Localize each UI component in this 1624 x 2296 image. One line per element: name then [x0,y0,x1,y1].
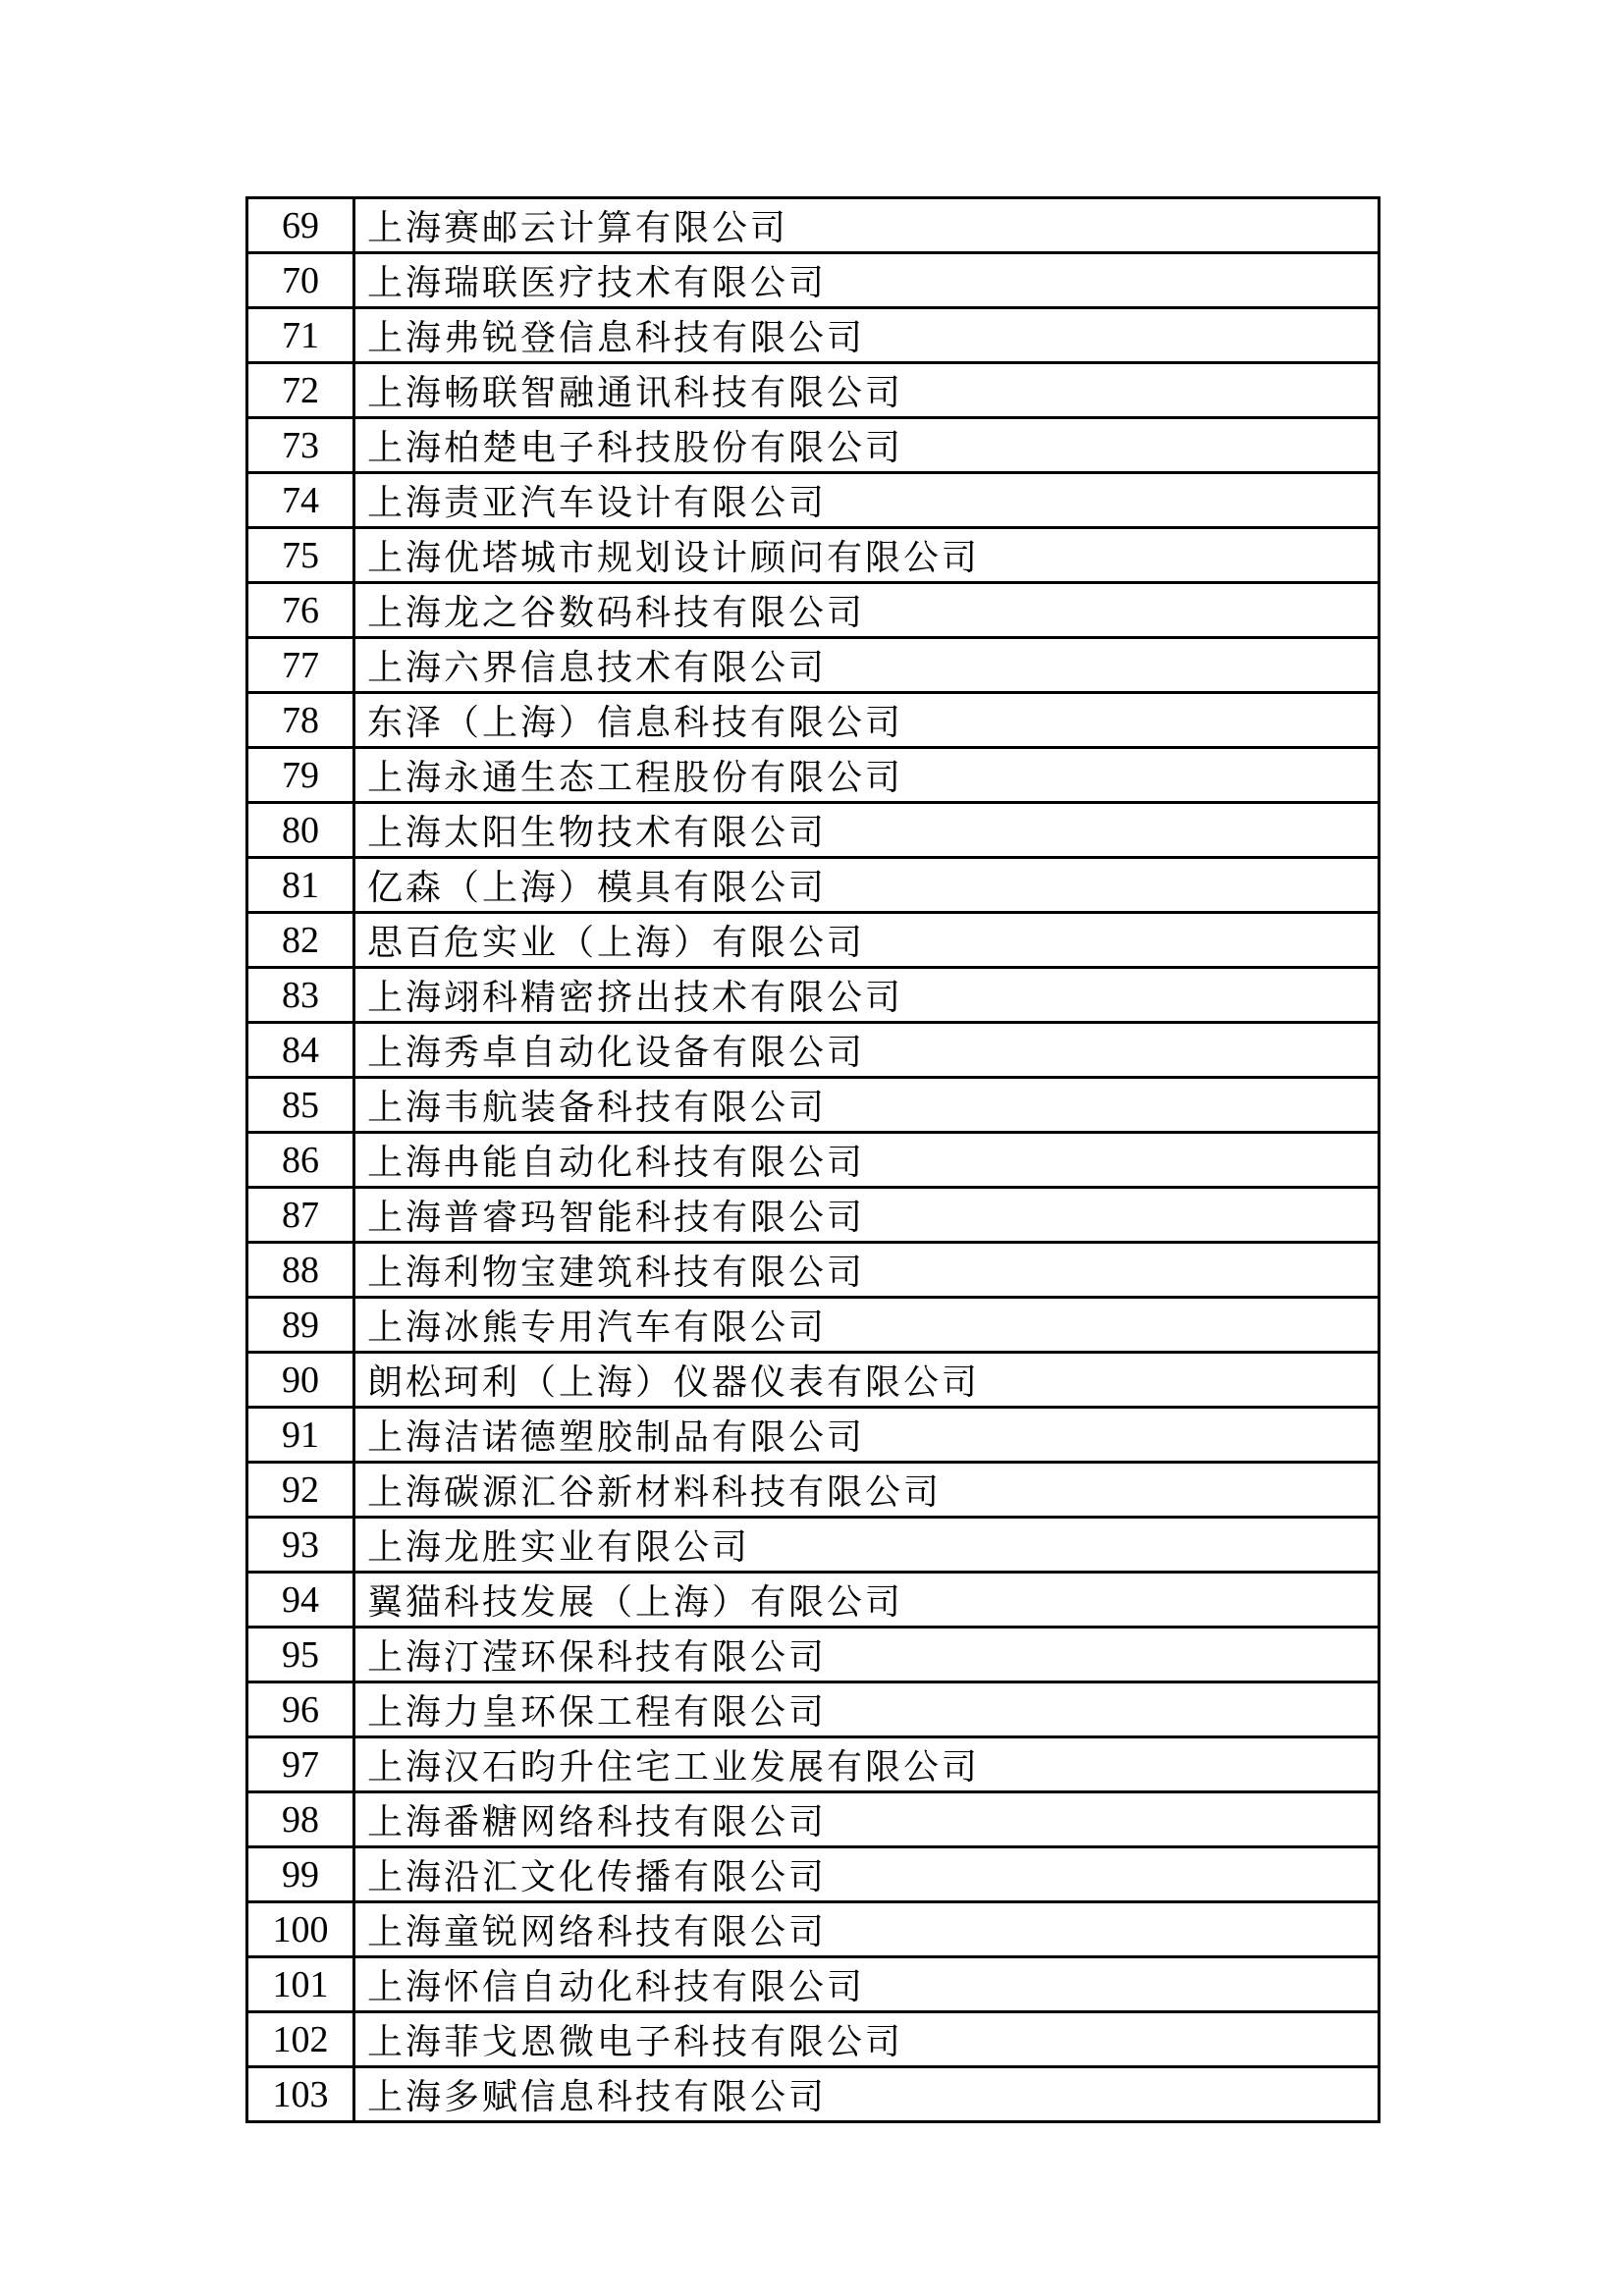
table-row [247,1298,1380,1353]
table-row [247,1243,1380,1298]
table-row [247,1078,1380,1133]
row-number: 86 [247,1133,354,1188]
table-row [247,1573,1380,1628]
company-name: 上海畅联智融通讯科技有限公司 [354,363,1380,418]
company-name: 上海力皇环保工程有限公司 [354,1682,1380,1737]
table-row [247,968,1380,1023]
row-number: 80 [247,803,354,858]
row-number: 70 [247,253,354,308]
table-row [247,253,1380,308]
row-number: 81 [247,858,354,913]
row-number: 76 [247,583,354,638]
row-number: 91 [247,1408,354,1463]
company-name: 上海六界信息技术有限公司 [354,638,1380,693]
company-name: 上海汀滢环保科技有限公司 [354,1628,1380,1682]
table-row [247,1188,1380,1243]
company-name: 上海汉石昀升住宅工业发展有限公司 [354,1737,1380,1792]
company-name: 思百危实业（上海）有限公司 [354,913,1380,968]
company-list-table [245,196,1380,2123]
company-name: 上海番糖网络科技有限公司 [354,1792,1380,1847]
company-name: 上海瑞联医疗技术有限公司 [354,253,1380,308]
row-number: 79 [247,748,354,803]
row-number: 73 [247,418,354,473]
row-number: 93 [247,1518,354,1573]
table-row [247,1902,1380,1957]
company-name: 上海碳源汇谷新材料科技有限公司 [354,1463,1380,1518]
table-row [247,528,1380,583]
company-name: 东泽（上海）信息科技有限公司 [354,693,1380,748]
table-row [247,1518,1380,1573]
table-row [247,1847,1380,1902]
table-row [247,473,1380,528]
table-row [247,1957,1380,2012]
row-number: 101 [247,1957,354,2012]
row-number: 98 [247,1792,354,1847]
row-number: 82 [247,913,354,968]
company-name: 上海永通生态工程股份有限公司 [354,748,1380,803]
row-number: 100 [247,1902,354,1957]
company-name: 上海龙之谷数码科技有限公司 [354,583,1380,638]
row-number: 89 [247,1298,354,1353]
row-number: 74 [247,473,354,528]
row-number: 95 [247,1628,354,1682]
row-number: 87 [247,1188,354,1243]
table-row [247,2012,1380,2067]
company-name: 上海责亚汽车设计有限公司 [354,473,1380,528]
row-number: 90 [247,1353,354,1408]
table-row [247,693,1380,748]
row-number: 69 [247,198,354,253]
company-name: 上海弗锐登信息科技有限公司 [354,308,1380,363]
table-row [247,858,1380,913]
company-name: 上海利物宝建筑科技有限公司 [354,1243,1380,1298]
row-number: 83 [247,968,354,1023]
row-number: 78 [247,693,354,748]
company-name: 上海韦航装备科技有限公司 [354,1078,1380,1133]
table-row [247,1408,1380,1463]
table-row [247,363,1380,418]
company-name: 上海秀卓自动化设备有限公司 [354,1023,1380,1078]
row-number: 96 [247,1682,354,1737]
table-row [247,418,1380,473]
table-row [247,1628,1380,1682]
company-name: 上海赛邮云计算有限公司 [354,198,1380,253]
row-number: 103 [247,2067,354,2122]
table-row [247,1463,1380,1518]
row-number: 94 [247,1573,354,1628]
company-table-body [247,198,1380,2122]
table-row [247,638,1380,693]
company-name: 上海童锐网络科技有限公司 [354,1902,1380,1957]
company-name: 上海太阳生物技术有限公司 [354,803,1380,858]
company-name: 上海怀信自动化科技有限公司 [354,1957,1380,2012]
company-name: 上海沿汇文化传播有限公司 [354,1847,1380,1902]
table-row [247,1682,1380,1737]
table-row [247,1792,1380,1847]
table-row [247,2067,1380,2122]
company-name: 上海普睿玛智能科技有限公司 [354,1188,1380,1243]
company-name: 上海洁诺德塑胶制品有限公司 [354,1408,1380,1463]
row-number: 88 [247,1243,354,1298]
company-name: 上海优塔城市规划设计顾问有限公司 [354,528,1380,583]
company-name: 上海龙胜实业有限公司 [354,1518,1380,1573]
company-name: 朗松珂利（上海）仪器仪表有限公司 [354,1353,1380,1408]
company-name: 上海多赋信息科技有限公司 [354,2067,1380,2122]
row-number: 72 [247,363,354,418]
table-row [247,308,1380,363]
table-row [247,198,1380,253]
table-row [247,583,1380,638]
table-row [247,1353,1380,1408]
company-name: 翼猫科技发展（上海）有限公司 [354,1573,1380,1628]
table-row [247,748,1380,803]
row-number: 84 [247,1023,354,1078]
table-row [247,803,1380,858]
table-row [247,913,1380,968]
row-number: 92 [247,1463,354,1518]
company-name: 上海柏楚电子科技股份有限公司 [354,418,1380,473]
row-number: 71 [247,308,354,363]
row-number: 97 [247,1737,354,1792]
row-number: 99 [247,1847,354,1902]
row-number: 102 [247,2012,354,2067]
company-name: 亿森（上海）模具有限公司 [354,858,1380,913]
table-row [247,1023,1380,1078]
table-row [247,1737,1380,1792]
row-number: 85 [247,1078,354,1133]
row-number: 77 [247,638,354,693]
row-number: 75 [247,528,354,583]
company-name: 上海菲戈恩微电子科技有限公司 [354,2012,1380,2067]
company-name: 上海冉能自动化科技有限公司 [354,1133,1380,1188]
table-row [247,1133,1380,1188]
company-name: 上海冰熊专用汽车有限公司 [354,1298,1380,1353]
company-name: 上海翊科精密挤出技术有限公司 [354,968,1380,1023]
